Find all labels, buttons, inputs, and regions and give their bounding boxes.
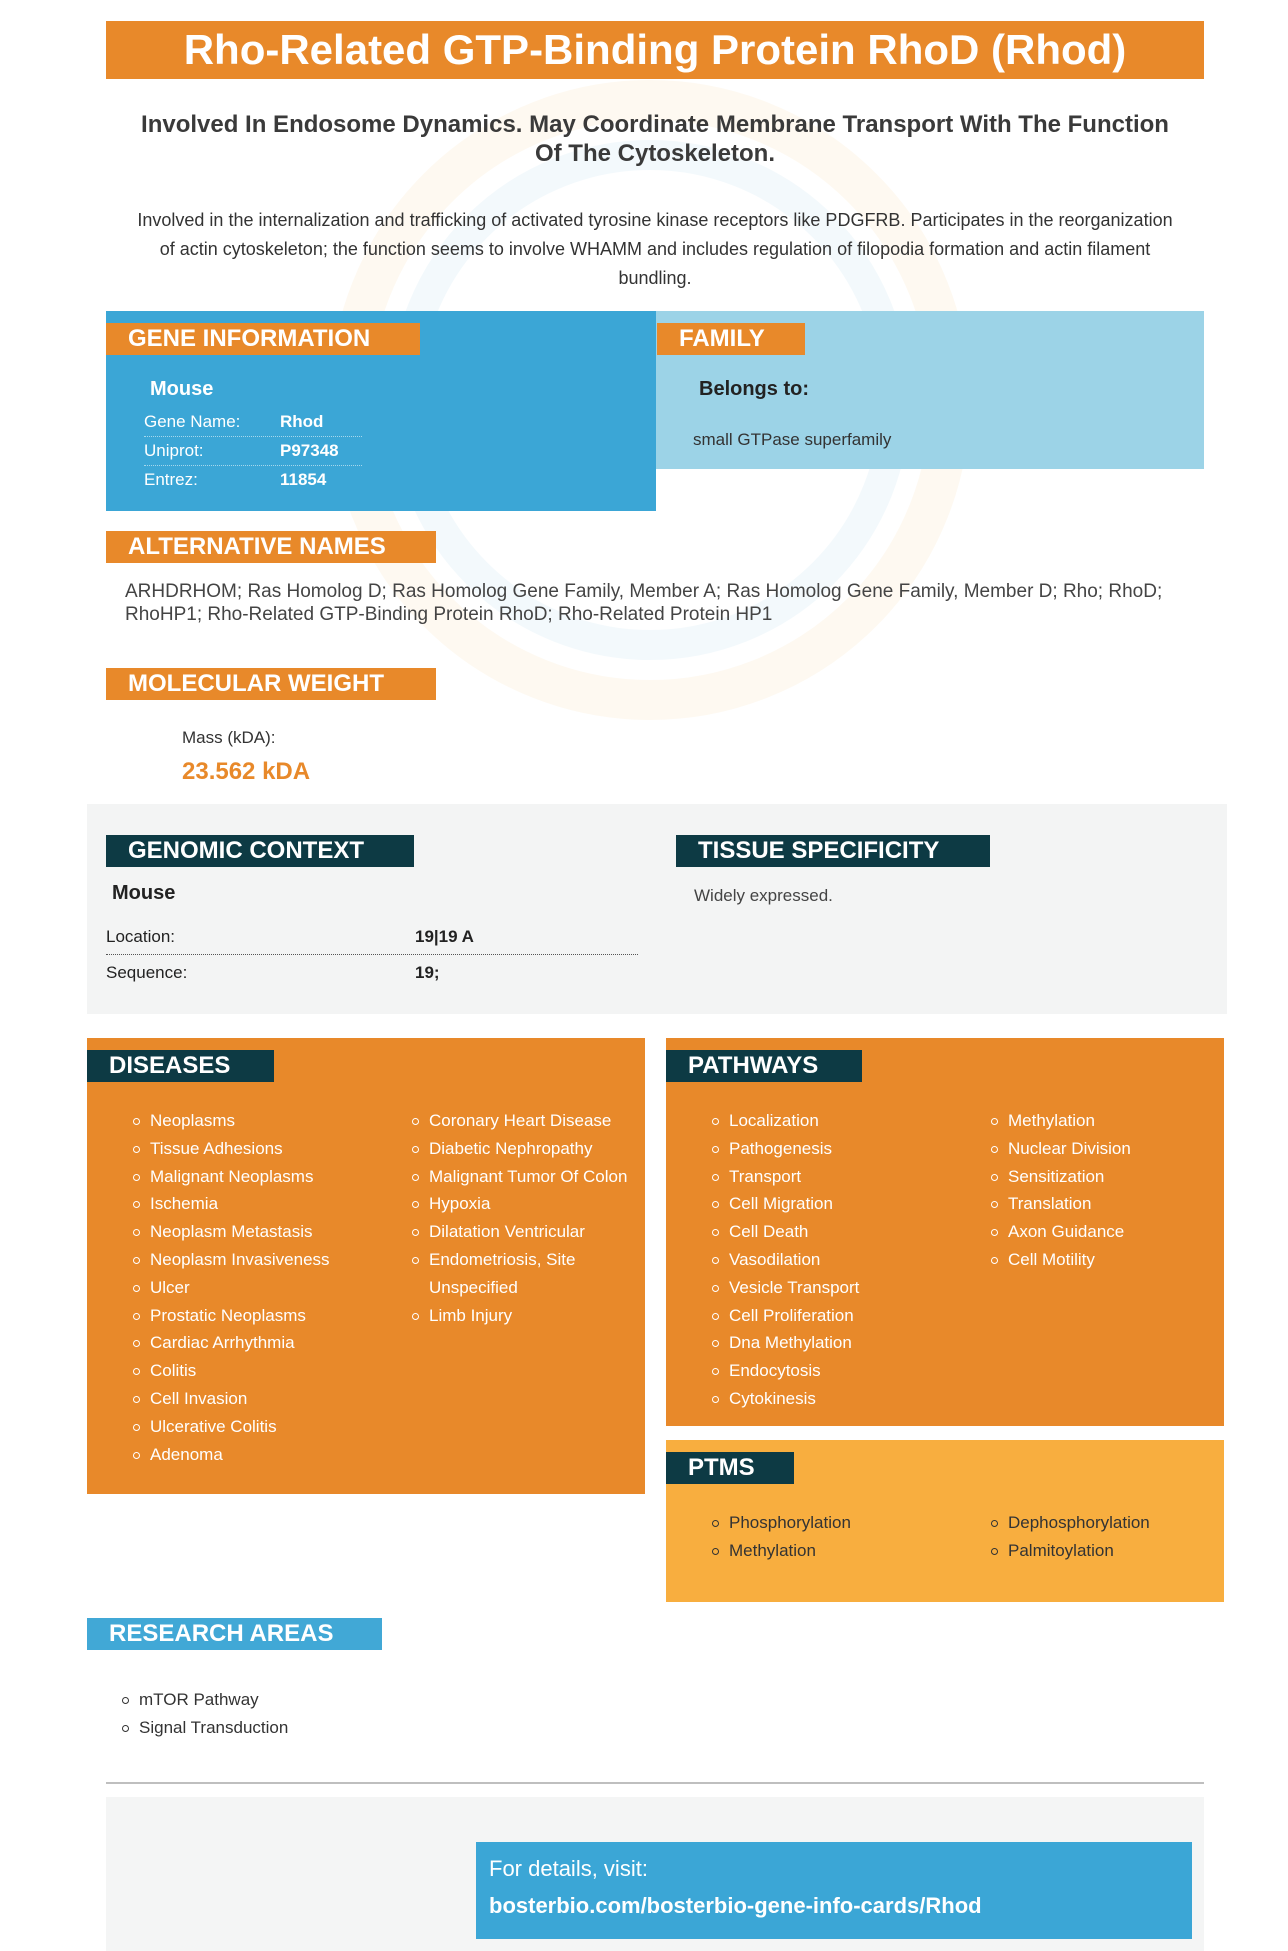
disease-item: Adenoma: [132, 1441, 382, 1469]
details-url-link[interactable]: bosterbio.com/bosterbio-gene-info-cards/Rhod: [489, 1893, 982, 1918]
genomic-context-table: [106, 919, 638, 990]
genomic-row-value: 19|19 A: [415, 927, 474, 946]
disease-item: Ulcer: [132, 1274, 382, 1302]
disease-item: Malignant Tumor Of Colon: [411, 1163, 633, 1191]
genomic-row-label: Sequence:: [106, 963, 188, 982]
ptm-item: Methylation: [711, 1537, 961, 1565]
gene-row-entrez: [144, 466, 362, 494]
genomic-row-label: Location:: [106, 927, 175, 946]
gene-info-table: [144, 408, 362, 494]
gene-row-name: [144, 408, 362, 437]
genomic-context-heading: GENOMIC CONTEXT: [106, 835, 414, 867]
disease-item: Tissue Adhesions: [132, 1135, 382, 1163]
pathway-item: Translation: [990, 1190, 1212, 1218]
pathway-item: Cytokinesis: [711, 1385, 961, 1413]
gene-information-heading: GENE INFORMATION: [106, 323, 420, 355]
genomic-row-location: [106, 919, 638, 955]
pathway-item: Nuclear Division: [990, 1135, 1212, 1163]
disease-item: Cell Invasion: [132, 1385, 382, 1413]
tissue-specificity-heading: TISSUE SPECIFICITY: [676, 835, 990, 867]
ptms-list-col1: [711, 1509, 961, 1565]
alternative-names-text: ARHDRHOM; Ras Homolog D; Ras Homolog Gene Family, Member A; Ras Homolog Gene Family, Member D; Rho; RhoD; RhoHP1; Rho-Related GTP-Binding Protein RhoD; Rho-Related Protein HP1: [125, 581, 1163, 625]
tissue-specificity-value: Widely expressed.: [694, 886, 833, 905]
genomic-species: Mouse: [112, 882, 176, 904]
disease-item: Coronary Heart Disease: [411, 1107, 633, 1135]
gene-row-label: Uniprot:: [144, 441, 204, 460]
pathways-list-col1: [711, 1107, 961, 1413]
disease-item: Neoplasm Invasiveness: [132, 1246, 382, 1274]
alternative-names-heading: ALTERNATIVE NAMES: [106, 531, 436, 563]
pathway-item: Axon Guidance: [990, 1218, 1212, 1246]
disease-item: Prostatic Neoplasms: [132, 1302, 382, 1330]
disease-item: Cardiac Arrhythmia: [132, 1329, 382, 1357]
research-areas-heading: RESEARCH AREAS: [87, 1618, 382, 1650]
details-link-box[interactable]: [476, 1842, 1192, 1939]
pathway-item: Cell Proliferation: [711, 1302, 961, 1330]
disease-item: Hypoxia: [411, 1190, 633, 1218]
pathway-item: Endocytosis: [711, 1357, 961, 1385]
diseases-heading: DISEASES: [87, 1050, 274, 1082]
disease-item: Malignant Neoplasms: [132, 1163, 382, 1191]
gene-row-label: Gene Name:: [144, 412, 241, 431]
pathways-heading: PATHWAYS: [666, 1050, 862, 1082]
genomic-row-value: 19;: [415, 963, 440, 982]
ptm-item: Phosphorylation: [711, 1509, 961, 1537]
genomic-row-sequence: [106, 955, 638, 990]
ptms-list-col2: [990, 1509, 1212, 1565]
disease-item: Endometriosis, Site Unspecified: [411, 1246, 633, 1302]
pathway-item: Pathogenesis: [711, 1135, 961, 1163]
pathway-item: Localization: [711, 1107, 961, 1135]
disease-item: Diabetic Nephropathy: [411, 1135, 633, 1163]
gene-row-label: Entrez:: [144, 470, 198, 489]
research-area-item: Signal Transduction: [121, 1714, 521, 1742]
pathway-item: Sensitization: [990, 1163, 1212, 1191]
disease-item: Ischemia: [132, 1190, 382, 1218]
disease-item: Neoplasm Metastasis: [132, 1218, 382, 1246]
pathway-item: Vasodilation: [711, 1246, 961, 1274]
research-area-item: mTOR Pathway: [121, 1686, 521, 1714]
mass-label: Mass (kDA):: [182, 728, 276, 747]
ptm-item: Dephosphorylation: [990, 1509, 1212, 1537]
pathway-item: Transport: [711, 1163, 961, 1191]
mass-value: 23.562 kDA: [182, 758, 311, 785]
belongs-to-label: Belongs to:: [699, 378, 809, 400]
ptms-heading: PTMS: [666, 1452, 794, 1484]
gene-row-value: Rhod: [280, 412, 324, 431]
pathway-item: Cell Death: [711, 1218, 961, 1246]
gene-row-uniprot: [144, 437, 362, 466]
gene-row-value: 11854: [280, 470, 327, 489]
family-value: small GTPase superfamily: [693, 430, 892, 449]
gene-row-value: P97348: [280, 441, 339, 460]
function-description: Involved in the internalization and trafficking of activated tyrosine kinase receptors like PDGFRB. Participates in the reorganization of actin cytoskeleton; the function seems to involve WHAMM and includes regulation of filopodia formation and actin filament bundling.: [137, 210, 1173, 288]
page-title: Rho-Related GTP-Binding Protein RhoD (Rhod): [106, 21, 1204, 79]
molecular-weight-heading: MOLECULAR WEIGHT: [106, 668, 436, 700]
gene-species: Mouse: [150, 378, 214, 400]
disease-item: Colitis: [132, 1357, 382, 1385]
disease-item: Limb Injury: [411, 1302, 633, 1330]
disease-item: Ulcerative Colitis: [132, 1413, 382, 1441]
pathway-item: Methylation: [990, 1107, 1212, 1135]
pathway-item: Dna Methylation: [711, 1329, 961, 1357]
disease-item: Dilatation Ventricular: [411, 1218, 633, 1246]
function-summary-heading: Involved In Endosome Dynamics. May Coordinate Membrane Transport With The Function Of The Cytoskeleton.: [141, 111, 1169, 167]
ptm-item: Palmitoylation: [990, 1537, 1212, 1565]
research-areas-list: [121, 1686, 521, 1742]
pathway-item: Cell Migration: [711, 1190, 961, 1218]
pathways-list-col2: [990, 1107, 1212, 1274]
diseases-list-col2: [411, 1107, 633, 1329]
disease-item: Neoplasms: [132, 1107, 382, 1135]
footer-divider: [106, 1782, 1204, 1784]
details-visit-label: For details, visit:: [489, 1856, 648, 1881]
pathway-item: Vesicle Transport: [711, 1274, 961, 1302]
family-heading: FAMILY: [657, 323, 805, 355]
diseases-list-col1: [132, 1107, 382, 1468]
pathway-item: Cell Motility: [990, 1246, 1212, 1274]
